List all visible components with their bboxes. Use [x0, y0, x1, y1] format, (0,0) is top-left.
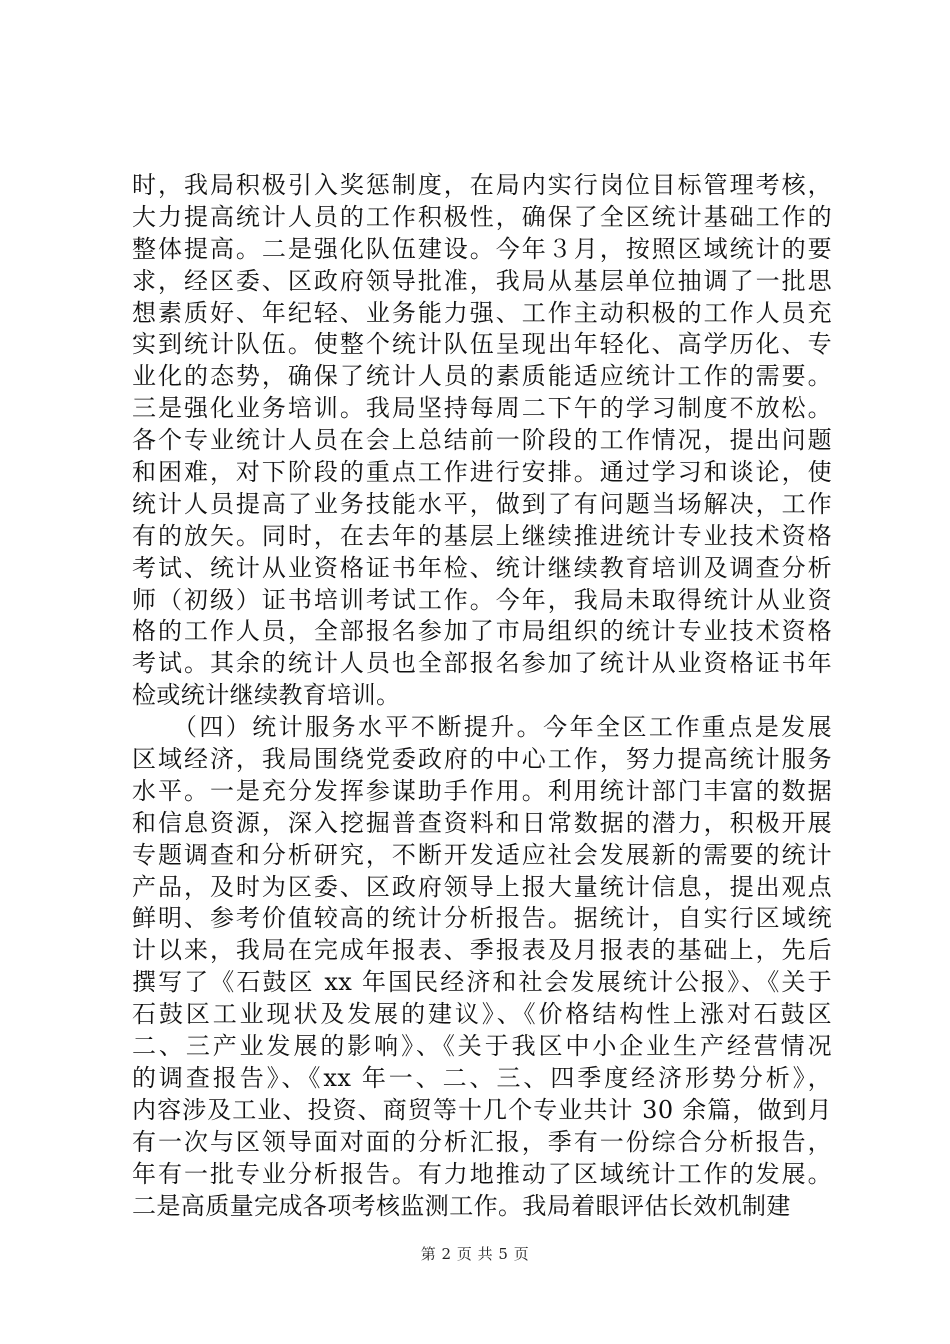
text-line: 实到统计队伍。使整个统计队伍呈现出年轻化、高学历化、专	[132, 330, 832, 359]
text-line: 大力提高统计人员的工作积极性，确保了全区统计基础工作的	[132, 202, 832, 231]
text-line: 鲜明、参考价值较高的统计分析报告。据统计，自实行区域统	[132, 904, 832, 933]
text-line: 整体提高。二是强化队伍建设。今年３月，按照区域统计的要	[132, 234, 832, 263]
text-line: 区域经济，我局围绕党委政府的中心工作，努力提高统计服务	[132, 745, 832, 774]
text-line: 石鼓区工业现状及发展的建议》、《价格结构性上涨对石鼓区	[132, 1000, 832, 1029]
text-line: 有的放矢。同时，在去年的基层上继续推进统计专业技术资格	[132, 521, 832, 550]
page-footer: 第 2 页 共 5 页	[420, 1245, 530, 1263]
text-line: 计以来，我局在完成年报表、季报表及月报表的基础上，先后	[132, 936, 832, 965]
text-line: 年有一批专业分析报告。有力地推动了区域统计工作的发展。	[132, 1159, 832, 1188]
text-line: 的调查报告》、《xx 年一、二、三、四季度经济形势分析》，	[132, 1063, 832, 1092]
text-line: 和困难，对下阶段的重点工作进行安排。通过学习和谈论，使	[132, 458, 832, 487]
text-line: 专题调查和分析研究，不断开发适应社会发展新的需要的统计	[132, 840, 832, 869]
text-line: 内容涉及工业、投资、商贸等十几个专业共计 30 余篇，做到月	[132, 1095, 832, 1124]
text-line: 产品，及时为区委、区政府领导上报大量统计信息，提出观点	[132, 872, 832, 901]
text-line: 考试、统计从业资格证书年检、统计继续教育培训及调查分析	[132, 553, 832, 582]
text-line: 考试。其余的统计人员也全部报名参加了统计从业资格证书年	[132, 649, 832, 678]
text-line: 水平。一是充分发挥参谋助手作用。利用统计部门丰富的数据	[132, 776, 832, 805]
text-line: 统计人员提高了业务技能水平，做到了有问题当场解决，工作	[132, 489, 832, 518]
text-line: 求，经区委、区政府领导批准，我局从基层单位抽调了一批思	[132, 266, 832, 295]
text-line: 检或统计继续教育培训。	[132, 681, 401, 710]
text-line: （四）统计服务水平不断提升。今年全区工作重点是发展	[132, 713, 832, 742]
text-line: 想素质好、年纪轻、业务能力强、工作主动积极的工作人员充	[132, 298, 832, 327]
text-line: 三是强化业务培训。我局坚持每周二下午的学习制度不放松。	[132, 394, 832, 423]
text-line: 格的工作人员，全部报名参加了市局组织的统计专业技术资格	[132, 617, 832, 646]
text-line: 和信息资源，深入挖掘普查资料和日常数据的潜力，积极开展	[132, 808, 832, 837]
text-line: 各个专业统计人员在会上总结前一阶段的工作情况，提出问题	[132, 426, 832, 455]
text-line: 有一次与区领导面对面的分析汇报，季有一份综合分析报告，	[132, 1127, 832, 1156]
text-line: 二、三产业发展的影响》、《关于我区中小企业生产经营情况	[132, 1032, 832, 1061]
text-line: 时，我局积极引入奖惩制度，在局内实行岗位目标管理考核，	[132, 171, 832, 199]
text-line: 业化的态势，确保了统计人员的素质能适应统计工作的需要。	[132, 362, 832, 391]
text-line: 师（初级）证书培训考试工作。今年，我局未取得统计从业资	[132, 585, 832, 614]
text-line: 二是高质量完成各项考核监测工作。我局着眼评估长效机制建	[132, 1191, 791, 1220]
text-line: 撰写了《石鼓区 xx 年国民经济和社会发展统计公报》、《关于	[132, 968, 832, 997]
body-text	[132, 170, 832, 1222]
